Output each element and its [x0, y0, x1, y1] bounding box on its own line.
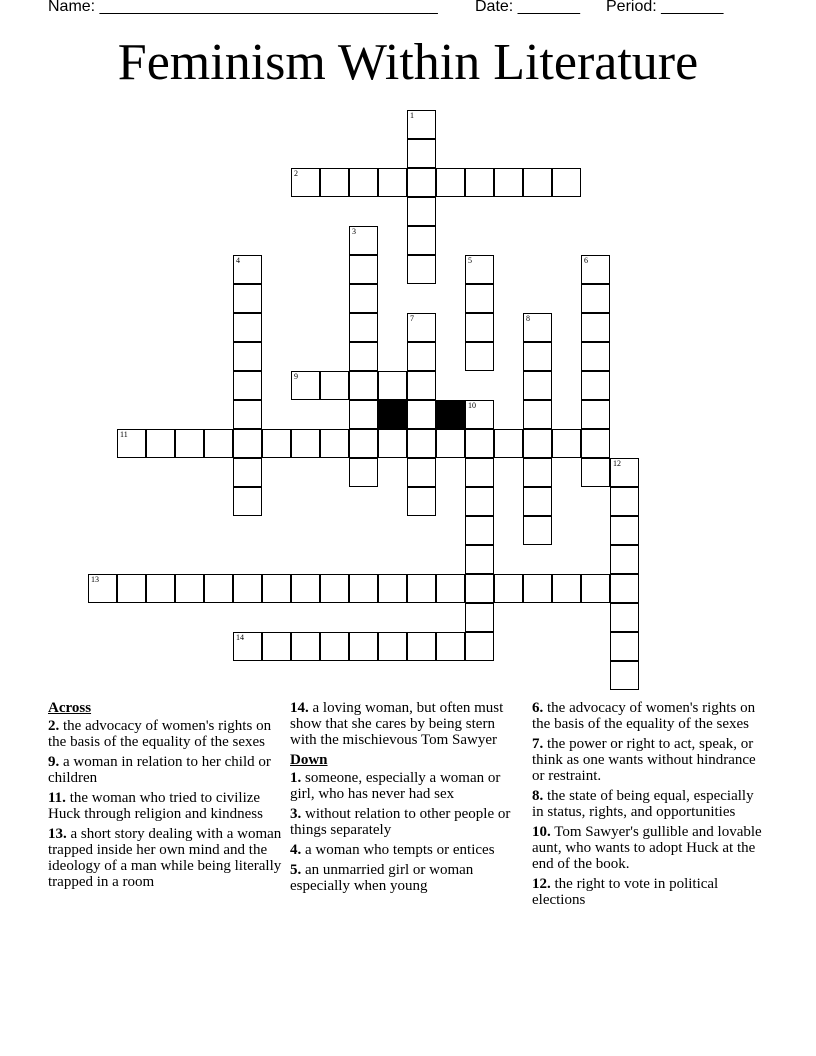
black-square — [436, 400, 465, 429]
grid-cell[interactable] — [291, 574, 320, 603]
grid-cell[interactable] — [407, 110, 436, 139]
grid-cell[interactable] — [610, 661, 639, 690]
grid-cell[interactable] — [262, 574, 291, 603]
grid-cell[interactable] — [349, 458, 378, 487]
grid-cell[interactable] — [262, 429, 291, 458]
grid-cell[interactable] — [523, 458, 552, 487]
date-field[interactable]: Date: _______ — [475, 0, 580, 15]
clue-down-10: 10. Tom Sawyer's gullible and lovable aunt, who wants to adopt Huck at the end of the book. — [532, 824, 762, 872]
grid-cell[interactable] — [494, 429, 523, 458]
grid-cell[interactable] — [523, 429, 552, 458]
grid-cell[interactable] — [233, 429, 262, 458]
grid-cell[interactable] — [407, 371, 436, 400]
grid-cell[interactable] — [407, 313, 436, 342]
grid-cell[interactable] — [610, 487, 639, 516]
grid-cell[interactable] — [581, 574, 610, 603]
clue-down-7: 7. the power or right to act, speak, or think as one wants without hindrance or restraint. — [532, 736, 756, 784]
grid-cell[interactable] — [523, 487, 552, 516]
grid-cell[interactable] — [407, 458, 436, 487]
grid-cell[interactable] — [378, 632, 407, 661]
cell-number: 11 — [120, 430, 128, 439]
grid-cell[interactable] — [233, 313, 262, 342]
grid-cell[interactable] — [233, 371, 262, 400]
grid-cell[interactable] — [320, 371, 349, 400]
period-field[interactable]: Period: _______ — [606, 0, 724, 15]
grid-cell[interactable] — [291, 168, 320, 197]
grid-cell[interactable] — [523, 516, 552, 545]
grid-cell[interactable] — [436, 632, 465, 661]
grid-cell[interactable] — [349, 632, 378, 661]
grid-cell[interactable] — [175, 574, 204, 603]
grid-cell[interactable] — [407, 429, 436, 458]
across-clues-column-1 — [48, 700, 284, 894]
down-heading: Down — [290, 752, 328, 768]
cell-number: 6 — [584, 256, 588, 265]
grid-cell[interactable] — [349, 255, 378, 284]
grid-cell[interactable] — [581, 371, 610, 400]
grid-cell[interactable] — [610, 603, 639, 632]
grid-cell[interactable] — [610, 458, 639, 487]
grid-cell[interactable] — [233, 284, 262, 313]
grid-cell[interactable] — [465, 545, 494, 574]
grid-cell[interactable] — [465, 487, 494, 516]
grid-cell[interactable] — [465, 516, 494, 545]
grid-cell[interactable] — [581, 255, 610, 284]
grid-cell[interactable] — [349, 168, 378, 197]
grid-cell[interactable] — [407, 400, 436, 429]
grid-cell[interactable] — [349, 284, 378, 313]
clue-down-1: 1. someone, especially a woman or girl, who has never had sex — [290, 770, 501, 802]
cell-number: 14 — [236, 633, 244, 642]
cell-number: 12 — [613, 459, 621, 468]
grid-cell[interactable] — [610, 632, 639, 661]
cell-number: 1 — [410, 111, 414, 120]
grid-cell[interactable] — [465, 313, 494, 342]
clue-across-2: 2. the advocacy of women's rights on the basis of the equality of the sexes — [48, 718, 272, 750]
black-square — [378, 400, 407, 429]
grid-cell[interactable] — [349, 400, 378, 429]
grid-cell[interactable] — [291, 371, 320, 400]
grid-cell[interactable] — [407, 574, 436, 603]
grid-cell[interactable] — [146, 429, 175, 458]
across-heading: Across — [48, 700, 92, 716]
grid-cell[interactable] — [175, 429, 204, 458]
grid-cell[interactable] — [523, 168, 552, 197]
grid-cell[interactable] — [320, 574, 349, 603]
grid-cell[interactable] — [407, 342, 436, 371]
grid-cell[interactable] — [233, 632, 262, 661]
grid-cell[interactable] — [436, 429, 465, 458]
cell-number: 9 — [294, 372, 298, 381]
grid-cell[interactable] — [610, 574, 639, 603]
cell-number: 13 — [91, 575, 99, 584]
grid-cell[interactable] — [523, 400, 552, 429]
grid-cell[interactable] — [233, 574, 262, 603]
grid-cell[interactable] — [407, 487, 436, 516]
clue-down-5: 5. an unmarried girl or woman especially when young — [290, 862, 474, 894]
grid-cell[interactable] — [320, 632, 349, 661]
page-title: Feminism Within Literature — [117, 34, 699, 91]
grid-cell[interactable] — [349, 313, 378, 342]
cell-number: 7 — [410, 314, 414, 323]
clue-down-3: 3. without relation to other people or things separately — [290, 806, 511, 838]
clue-down-6: 6. the advocacy of women's rights on the basis of the equality of the sexes — [532, 700, 756, 732]
grid-cell[interactable] — [146, 574, 175, 603]
clue-down-12: 12. the right to vote in political elections — [532, 876, 719, 908]
grid-cell[interactable] — [523, 313, 552, 342]
grid-cell[interactable] — [552, 168, 581, 197]
grid-cell[interactable] — [378, 574, 407, 603]
grid-cell[interactable] — [117, 429, 146, 458]
grid-cell[interactable] — [552, 574, 581, 603]
grid-cell[interactable] — [320, 429, 349, 458]
grid-cell[interactable] — [378, 371, 407, 400]
grid-cell[interactable] — [465, 458, 494, 487]
grid-cell[interactable] — [436, 574, 465, 603]
grid-cell[interactable] — [349, 371, 378, 400]
grid-cell[interactable] — [407, 226, 436, 255]
grid-cell[interactable] — [233, 255, 262, 284]
grid-cell[interactable] — [291, 429, 320, 458]
grid-cell[interactable] — [349, 342, 378, 371]
grid-cell[interactable] — [262, 632, 291, 661]
grid-cell[interactable] — [581, 458, 610, 487]
cell-number: 8 — [526, 314, 530, 323]
grid-cell[interactable] — [407, 139, 436, 168]
grid-cell[interactable] — [465, 400, 494, 429]
grid-cell[interactable] — [581, 429, 610, 458]
grid-cell[interactable] — [233, 458, 262, 487]
clue-across-13: 13. a short story dealing with a woman trapped inside her own mind and the ideology of a man while being literally trapped in a room — [48, 826, 282, 890]
grid-cell[interactable] — [436, 168, 465, 197]
down-clues-column-3 — [532, 700, 768, 912]
grid-cell[interactable] — [349, 574, 378, 603]
clue-across-11: 11. the woman who tried to civilize Huck through religion and kindness — [48, 790, 263, 822]
grid-cell[interactable] — [204, 429, 233, 458]
grid-cell[interactable] — [320, 168, 349, 197]
grid-cell[interactable] — [407, 255, 436, 284]
grid-cell[interactable] — [233, 487, 262, 516]
grid-cell[interactable] — [581, 313, 610, 342]
grid-cell[interactable] — [494, 168, 523, 197]
cell-number: 3 — [352, 227, 356, 236]
grid-cell[interactable] — [465, 632, 494, 661]
grid-cell[interactable] — [465, 429, 494, 458]
grid-cell[interactable] — [378, 429, 407, 458]
grid-cell[interactable] — [407, 168, 436, 197]
grid-cell[interactable] — [610, 545, 639, 574]
grid-cell[interactable] — [233, 342, 262, 371]
grid-cell[interactable] — [523, 371, 552, 400]
grid-cell[interactable] — [581, 342, 610, 371]
grid-cell[interactable] — [523, 574, 552, 603]
grid-cell[interactable] — [291, 632, 320, 661]
grid-cell[interactable] — [88, 574, 117, 603]
clue-across-9: 9. a woman in relation to her child or children — [48, 754, 271, 786]
cell-number: 10 — [468, 401, 476, 410]
grid-cell[interactable] — [523, 342, 552, 371]
grid-cell[interactable] — [117, 574, 146, 603]
grid-cell[interactable] — [552, 429, 581, 458]
name-field[interactable]: Name: ______________________________________ — [48, 0, 438, 15]
grid-cell[interactable] — [465, 168, 494, 197]
grid-cell[interactable] — [465, 603, 494, 632]
grid-cell[interactable] — [378, 168, 407, 197]
grid-cell[interactable] — [465, 342, 494, 371]
clue-down-8: 8. the state of being equal, especially in status, rights, and opportunities — [532, 788, 754, 820]
clue-across-14: 14. a loving woman, but often must show that she cares by being stern with the mischievous Tom Sawyer — [290, 700, 504, 748]
grid-cell[interactable] — [349, 226, 378, 255]
clues-column-2 — [290, 700, 520, 898]
grid-cell[interactable] — [610, 516, 639, 545]
cell-number: 2 — [294, 169, 298, 178]
grid-cell[interactable] — [465, 284, 494, 313]
grid-cell[interactable] — [494, 574, 523, 603]
grid-cell[interactable] — [407, 632, 436, 661]
grid-cell[interactable] — [465, 574, 494, 603]
clue-down-4: 4. a woman who tempts or entices — [290, 842, 495, 858]
grid-cell[interactable] — [465, 255, 494, 284]
grid-cell[interactable] — [204, 574, 233, 603]
grid-cell[interactable] — [581, 284, 610, 313]
grid-cell[interactable] — [233, 400, 262, 429]
grid-cell[interactable] — [407, 197, 436, 226]
cell-number: 4 — [236, 256, 240, 265]
grid-cell[interactable] — [349, 429, 378, 458]
cell-number: 5 — [468, 256, 472, 265]
grid-cell[interactable] — [581, 400, 610, 429]
